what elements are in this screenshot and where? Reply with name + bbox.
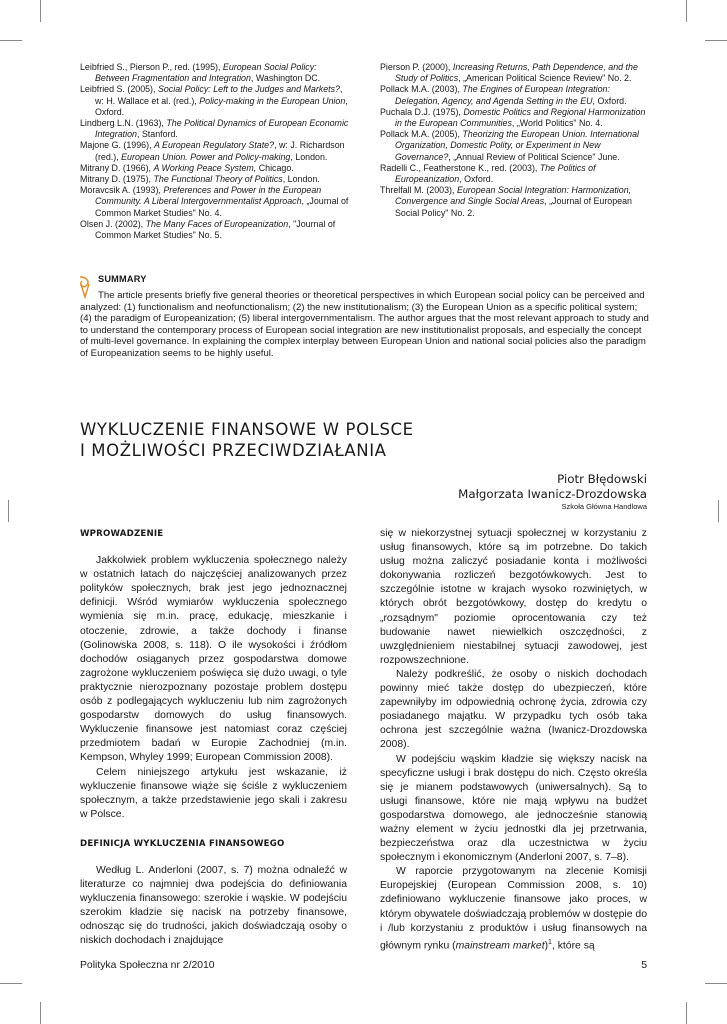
crop-mark <box>705 983 727 984</box>
reference-entry: Moravcsik A. (1993), Preferences and Power in the European Community. A Liberal Intergovernmentalist Approach, „Journal of Common Market Studies" No. 4. <box>80 185 349 218</box>
paragraph: W podejściu wąskim kładzie się większy nacisk na specyficzne usługi i brak dostępu do nich. Często określa się je mianem podstawowych (uniwersalnych). Są to usługi finansowe, które nie mają wpływu na budżet gospodarstwa domowego, ale jednocześnie stanowią ważny element w życiu jednostki dla jej przetrwania, bezpieczeństwa oraz dla uczestnictwa w życiu społecznym i ekonomicznym (Anderloni 2007, s. 7–8). <box>380 753 647 864</box>
crop-mark <box>0 40 22 41</box>
crop-mark <box>718 500 719 522</box>
paragraph: Jakkolwiek problem wykluczenia społecznego należy w ostatnich latach do najczęściej analizowanych przez polityków społecznych, brak jest jego jednoznacznej definicji. Wśród wymiarów wykluczenia społecznego wymienia się m.in. pracę, edukację, mieszkanie i otoczenie, zdrowie, a także dochody i finanse (Golinowska 2008, s. 118). O ile wysokości i źródłom dochodów osiąganych przez gospodarstwa domowe zagrożone wykluczeniem poświęca się dużo uwagi, o tyle praktycznie nierozpoznany pozostaje problem dostępu osób z podlegających wykluczeniu lub nim zagrożonych gospodarstw domowych do usług finansowych. Wykluczenie finansowe jest natomiast coraz częściej przedmiotem badań w Europie Zachodniej (m.in. Kempson, Whyley 1999; European Commission 2008). <box>80 555 347 764</box>
crop-mark <box>686 0 687 22</box>
page-number: 5 <box>641 960 647 971</box>
reference-entry: Radelli C., Featherstone K., red. (2003), The Politics of Europeanization, Oxford. <box>380 162 596 185</box>
reference-entry: Majone G. (1996), A European Regulatory State?, w: J. Richardson (red.), European Union. Power and Policy-making, London. <box>80 140 345 162</box>
crop-mark <box>0 983 22 984</box>
reference-entry: Pierson P. (2000), Increasing Returns, Path Dependence, and the Study of Politics, „American Political Science Review" No. 2. <box>380 62 638 84</box>
section-heading: WPROWADZENIE <box>80 529 164 539</box>
section-heading: DEFINICJA WYKLUCZENIA FINANSOWEGO <box>80 838 285 849</box>
crop-mark <box>8 500 9 522</box>
author-name: Piotr Błędowski <box>557 472 647 486</box>
reference-entry: Leibfried S. (2005), Social Policy: Left to the Judges and Markets?, w: H. Wallace et al. (red.), Policy-making in the European Union, Oxford. <box>80 84 348 117</box>
paragraph: Według L. Anderloni (2007, s. 7) można odnaleźć w literaturze co najmniej dwa podejścia do definiowania wykluczenia finansowego: szerokie i wąskie. W podejściu szerokim kładzie się nacisk na potrzeby finansowe, odnosząc się do trudności, jakich doświadczają osoby o niskich dochodach i znajdujące <box>80 864 347 947</box>
article-title-line: WYKLUCZENIE FINANSOWE W POLSCE <box>80 420 414 439</box>
journal-footer: Polityka Społeczna nr 2/2010 <box>80 960 215 971</box>
summary-title: SUMMARY <box>98 274 147 284</box>
reference-entry: Puchala D.J. (1975), Domestic Politics and Regional Harmonization in the European Communities, „World Politics" No. 4. <box>380 106 646 129</box>
reference-entry: Threlfall M. (2003), European Social Integration: Harmonization, Convergence and Single Social Areas, „Journal of European Social Policy" No. 2. <box>380 185 632 218</box>
body-column-right <box>380 527 647 953</box>
article-title <box>80 419 480 461</box>
reference-entry: Pollack M.A. (2003), The Engines of European Integration: Delegation, Agency, and Agenda Setting in the EU, Oxford. <box>380 84 627 106</box>
reference-entry: Pollack M.A. (2005), Theorizing the European Union. International Organization, Domestic Polity, or Experiment in New Governance?, „Annual Review of Political Science" June. <box>380 129 640 162</box>
paragraph: Celem niniejszego artykułu jest wskazanie, iż wykluczenie finansowe wiąże się ściśle z wykluczeniem społecznym, a także przedstawienie jego skali i zakresu w Polsce. <box>80 766 347 820</box>
body-column-left <box>80 527 347 949</box>
reference-entry: Mitrany D. (1966), A Working Peace System, Chicago. <box>80 162 294 173</box>
article-title-line: I MOŻLIWOŚCI PRZECIWDZIAŁANIA <box>80 441 387 460</box>
reference-entry: Leibfried S., Pierson P., red. (1995), European Social Policy: Between Fragmentation and Integration, Washington DC. <box>80 62 321 84</box>
reference-entry: Olsen J. (2002), The Many Faces of Europeanization, "Journal of Common Market Studies" No. 5. <box>80 218 336 241</box>
author-affiliation: Szkoła Główna Handlowa <box>561 502 647 511</box>
crop-mark <box>40 0 41 22</box>
summary-text: The article presents briefly five general theories or theoretical perspectives in which European social policy can be perceived and analyzed: (1) functionalism and neofunctionalism; (2) the new institutionalism; (3) the European Union as a specific political system; (4) the paradigm of Europeanization; (5) liberal intergovernmentalism. The author argues that the most relevant approach to study and to understand the contemporary process of European social integration are new institutionalist proposals, and especially the concept of multi-level governance. In explaining the complex interplay between European Union and national social policies also the paradigm of Europeanization seems to be highly useful. <box>80 290 649 359</box>
paragraph: W raporcie przygotowanym na zlecenie Komisji Europejskiej (European Commission 2008, s. 10) zdefiniowano wykluczenie finansowe jako proces, w którym obywatele doświadczają problemów w dostępie do i /lub korzystaniu z produktów i usług finansowych na głównym rynku (mainstream market)$^1$, które są <box>380 866 647 952</box>
reference-entry: Mitrany D. (1975), The Functional Theory of Politics, London. <box>80 174 320 185</box>
crop-mark <box>40 1002 41 1024</box>
crop-mark <box>686 1002 687 1024</box>
paragraph: Należy podkreślić, że osoby o niskich dochodach powinny mieć także dostęp do ubezpieczeń, które zapewniłyby im odpowiednią ochronę życia, zdrowia czy posiadanego majątku. W przypadku tych osób taka ochrona jest szczególnie ważna (Iwanicz-Drozdowska 2008). <box>380 668 647 751</box>
references-right <box>380 62 650 219</box>
paragraph: się w niekorzystnej sytuacji społecznej w korzystaniu z usług finansowych, które są im potrzebne. Do takich usług można zaliczyć posiadanie konta i możliwości dokonywania rozliczeń bezgotówkowych. Jest to szczególnie istotne w krajach wysoko rozwiniętych, w których obrót bezgotówkowy, dostęp do kredytu o „rozsądnym" poziomie oprocentowania czy też budowanie nawet niewielkich oszczędności, z uwzględnieniem niestabilnej sytuacji zawodowej, jest rozpowszechnione. <box>380 528 647 666</box>
references-left <box>80 62 352 241</box>
author-name: Małgorzata Iwanicz-Drozdowska <box>458 487 647 501</box>
reference-entry: Lindberg L.N. (1963), The Political Dynamics of European Economic Integration, Stanford. <box>80 118 349 140</box>
crop-mark <box>705 40 727 41</box>
